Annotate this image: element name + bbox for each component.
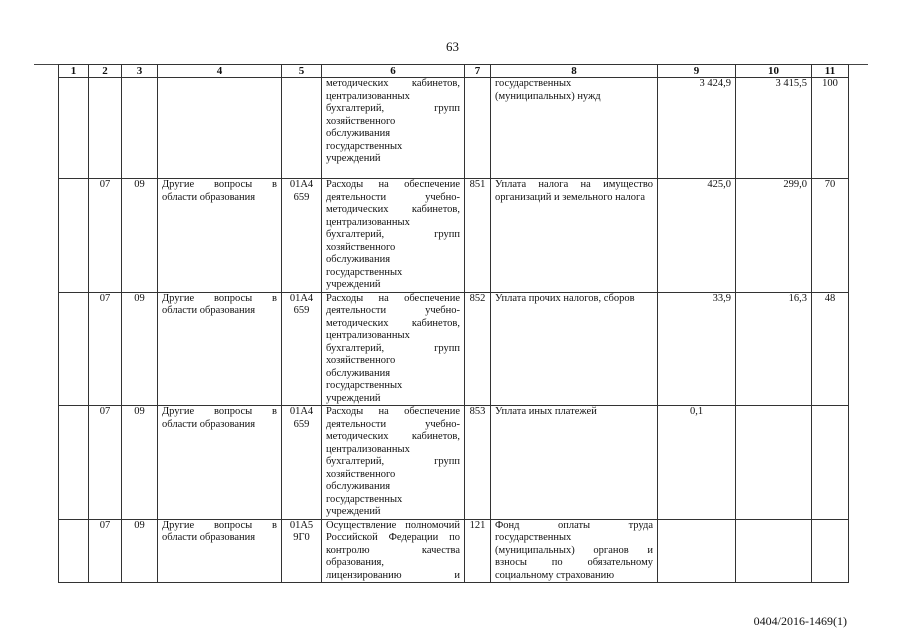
cell-section-name [158,179,282,293]
cell-planned-amount: 425,0 [658,179,736,293]
table-row [59,519,849,583]
text-line: централизованных [326,216,410,228]
text-line: 01А4 [289,406,314,417]
cell-section: 07 [89,519,122,583]
cell-expense-type-code: 853 [465,406,491,520]
cell-expense-type-name [491,292,658,406]
column-header: 5 [282,65,322,78]
text-line: образования, [326,557,385,568]
text-line: Российской Федерации по [326,532,460,543]
cell-section: 07 [89,292,122,406]
column-header: 11 [812,65,849,78]
text-line: государственных [326,493,403,505]
text-line: бухгалтерий, групп [326,103,460,114]
text-line: области образования [162,191,256,203]
cell-section: 07 [89,406,122,520]
table-header-row [59,65,849,78]
text-line: хозяйственного [326,355,396,366]
cell-actual-amount: 16,3 [736,292,812,406]
cell-expense-description [322,406,465,520]
text-line: учреждений [326,279,381,290]
text-line: методических кабинетов, [326,431,460,442]
cell-expense-type-name [491,179,658,293]
text-line: (муниципальных) нужд [495,90,601,102]
cell-col1 [59,78,89,179]
cell-actual-amount: 3 415,5 [736,78,812,179]
cell-target-code [282,519,322,583]
text-line: Другие вопросы в [162,406,277,417]
text-line: государственных [326,380,403,391]
table-row [59,179,849,293]
text-line: обслуживания [326,128,391,139]
cell-expense-description [322,519,465,583]
cell-percent: 48 [812,292,849,406]
text-line: 01А5 [289,519,314,531]
cell-expense-type-name [491,406,658,520]
cell-subsection: 09 [122,292,158,406]
cell-percent: 70 [812,179,849,293]
text-line: учреждений [326,506,381,517]
text-line: взносы по обязательному [495,557,653,568]
column-header: 4 [158,65,282,78]
text-line: 01А4 [289,292,314,304]
column-header: 3 [122,65,158,78]
cell-expense-description [322,179,465,293]
cell-expense-type-code: 852 [465,292,491,406]
cell-planned-amount: 0,1 [658,406,736,520]
cell-col1 [59,179,89,293]
cell-expense-type-name [491,519,658,583]
text-line: 659 [293,418,310,430]
text-line: 659 [293,305,310,316]
cell-target-code [282,78,322,179]
cell-actual-amount: 299,0 [736,179,812,293]
text-line: деятельности учебно- [326,418,460,430]
text-line: обслуживания [326,254,391,265]
text-line: Расходы на обеспечение [326,406,460,417]
column-header: 2 [89,65,122,78]
text-line: области образования [162,305,256,316]
text-line: деятельности учебно- [326,191,460,203]
cell-target-code [282,292,322,406]
text-line: социальному страхованию [495,569,615,581]
cell-section-name [158,406,282,520]
column-header: 1 [59,65,89,78]
text-line: бухгалтерий, групп [326,229,460,240]
table-row [59,292,849,406]
table-row [59,78,849,179]
cell-target-code [282,179,322,293]
cell-expense-type-code [465,78,491,179]
cell-planned-amount [658,519,736,583]
cell-expense-description [322,78,465,179]
text-line: Фонд оплаты труда [495,519,653,531]
text-line: хозяйственного [326,241,396,253]
column-header: 7 [465,65,491,78]
text-line: бухгалтерий, групп [326,456,460,467]
cell-col1 [59,406,89,520]
text-line: Другие вопросы в [162,292,277,304]
column-header: 9 [658,65,736,78]
cell-section [89,78,122,179]
cell-percent [812,519,849,583]
cell-actual-amount [736,519,812,583]
cell-target-code [282,406,322,520]
text-line: Расходы на обеспечение [326,292,460,304]
page-number: 63 [446,39,459,54]
column-header: 6 [322,65,465,78]
cell-expense-type-name [491,78,658,179]
text-line: централизованных [326,443,410,455]
text-line: контролю качества [326,544,460,556]
text-line: 01А4 [289,179,314,190]
text-line: 9Г0 [293,532,310,543]
text-line: Другие вопросы в [162,519,277,531]
cell-expense-description [322,292,465,406]
column-header: 8 [491,65,658,78]
document-code: 0404/2016-1469(1) [753,614,847,628]
text-line: деятельности учебно- [326,305,460,316]
cell-actual-amount [736,406,812,520]
text-line: хозяйственного [326,115,396,127]
text-line: методических кабинетов, [326,317,460,329]
text-line: государственных [495,532,572,543]
text-line: 659 [293,191,310,203]
text-line: бухгалтерий, групп [326,342,460,354]
cell-section-name [158,78,282,179]
text-line: обслуживания [326,367,391,379]
cell-section-name [158,292,282,406]
cell-percent: 100 [812,78,849,179]
text-line: Уплата иных платежей [495,406,597,417]
text-line: государственных [326,140,403,152]
cell-expense-type-code: 851 [465,179,491,293]
cell-expense-type-code: 121 [465,519,491,583]
text-line: лицензированию и [326,569,460,581]
cell-percent [812,406,849,520]
cell-col1 [59,292,89,406]
cell-section: 07 [89,179,122,293]
cell-planned-amount: 3 424,9 [658,78,736,179]
text-line: государственных [326,266,403,278]
text-line: Осуществление полномочий [326,519,460,531]
text-line: обслуживания [326,481,391,492]
text-line: учреждений [326,153,381,164]
text-line: Уплата прочих налогов, сборов [495,292,635,304]
text-line: учреждений [326,392,381,404]
text-line: Уплата налога на имущество [495,179,653,190]
cell-subsection [122,78,158,179]
budget-table [58,64,849,583]
cell-section-name [158,519,282,583]
column-header: 10 [736,65,812,78]
cell-subsection: 09 [122,406,158,520]
text-line: централизованных [326,330,410,341]
text-line: Расходы на обеспечение [326,179,460,190]
text-line: области образования [162,418,256,430]
text-line: области образования [162,532,256,543]
text-line: государственных [495,78,572,89]
cell-planned-amount: 33,9 [658,292,736,406]
text-line: Другие вопросы в [162,179,277,190]
cell-subsection: 09 [122,179,158,293]
text-line: методических кабинетов, [326,204,460,215]
cell-subsection: 09 [122,519,158,583]
text-line: методических кабинетов, [326,78,460,89]
text-line: (муниципальных) органов и [495,544,653,556]
text-line: хозяйственного [326,468,396,480]
text-line: организаций и земельного налога [495,191,645,203]
table-row [59,406,849,520]
text-line: централизованных [326,90,410,102]
cell-col1 [59,519,89,583]
